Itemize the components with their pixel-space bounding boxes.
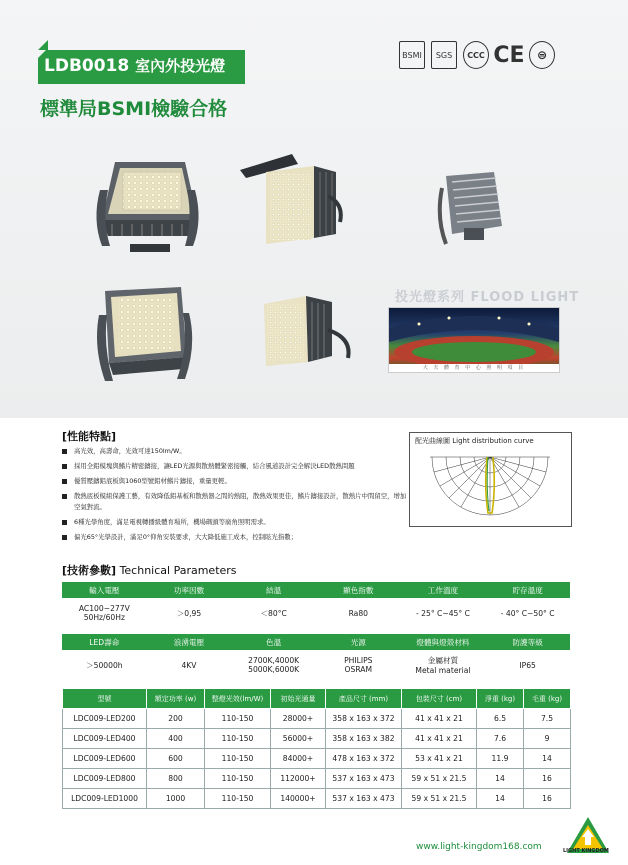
table-cell: 358 x 163 x 372 bbox=[326, 709, 402, 729]
table-header: 毛重 (kg) bbox=[524, 689, 571, 709]
table-cell: 110-150 bbox=[205, 789, 271, 809]
table-header: 結溫 bbox=[231, 582, 316, 598]
floodlight-image-5 bbox=[258, 290, 358, 370]
feature-item: 高光效，高壽命，光效可達150lm/W。 bbox=[62, 446, 407, 457]
table-header: 型號 bbox=[63, 689, 147, 709]
table-cell: 84000+ bbox=[271, 749, 326, 769]
table-row bbox=[63, 789, 571, 809]
table-cell: LDC009-LED800 bbox=[63, 769, 147, 789]
logo-text: LIGHT KINGDOM bbox=[563, 848, 609, 854]
table-cell: 110-150 bbox=[205, 729, 271, 749]
features-title: [性能特點] bbox=[62, 430, 117, 443]
floodlight-image-4 bbox=[95, 285, 195, 385]
feature-item: 散熱底板模組保護工藝，有效降低鋁基板和散熱器之間的熱阻，散熱效果更佳，鰭片鑄接設計，散熱片中間留空，增加空氣對流。 bbox=[62, 491, 407, 513]
table-cell: PHILIPS OSRAM bbox=[344, 656, 373, 674]
ccc-logo: CCC bbox=[463, 41, 489, 69]
table-header: LED壽命 bbox=[62, 634, 147, 650]
table-cell: 53 x 41 x 21 bbox=[402, 749, 477, 769]
table-cell: 110-150 bbox=[205, 749, 271, 769]
table-row bbox=[63, 709, 571, 729]
table-cell: LDC009-LED1000 bbox=[63, 789, 147, 809]
table-cell: 358 x 163 x 382 bbox=[326, 729, 402, 749]
table-cell: 41 x 41 x 21 bbox=[402, 729, 477, 749]
table-row bbox=[63, 769, 571, 789]
product-name: 室內外投光燈 bbox=[135, 57, 226, 75]
spec-table-2 bbox=[62, 634, 570, 680]
table-cell: LDC009-LED400 bbox=[63, 729, 147, 749]
light-distribution-curve bbox=[409, 432, 572, 527]
table-cell: 16 bbox=[524, 789, 571, 809]
table-header: 顯色指數 bbox=[316, 582, 401, 598]
table-row bbox=[63, 749, 571, 769]
table-cell: 110-150 bbox=[205, 709, 271, 729]
series-label: 投光燈系列 FLOOD LIGHT bbox=[395, 290, 580, 305]
bsmi-logo: BSMI bbox=[399, 41, 425, 69]
model-table bbox=[62, 688, 571, 809]
table-header: 浪湧電壓 bbox=[147, 634, 232, 650]
table-header: 燈體與燈殼材料 bbox=[401, 634, 486, 650]
table-cell: LDC009-LED200 bbox=[63, 709, 147, 729]
technical-title-en: Technical Parameters bbox=[119, 564, 237, 577]
table-header: 功率因數 bbox=[147, 582, 232, 598]
table-cell: 478 x 163 x 372 bbox=[326, 749, 402, 769]
table-header: 淨重 (kg) bbox=[477, 689, 524, 709]
features-list bbox=[62, 446, 407, 547]
globe-mark-icon: ⊜ bbox=[529, 41, 555, 69]
table-cell: AC100~277V 50Hz/60Hz bbox=[78, 604, 130, 622]
table-cell: 537 x 163 x 473 bbox=[326, 789, 402, 809]
spec-table-1 bbox=[62, 582, 570, 628]
table-header: 整燈光效(lm/W) bbox=[205, 689, 271, 709]
table-cell: 800 bbox=[147, 769, 205, 789]
table-cell: 28000+ bbox=[271, 709, 326, 729]
table-cell: LDC009-LED600 bbox=[63, 749, 147, 769]
ce-logo: CE bbox=[493, 42, 525, 68]
table-row bbox=[63, 729, 571, 749]
table-cell: 14 bbox=[477, 789, 524, 809]
table-cell: 200 bbox=[147, 709, 205, 729]
table-cell: Ra80 bbox=[348, 608, 369, 618]
product-title bbox=[44, 55, 225, 76]
table-header: 工作溫度 bbox=[401, 582, 486, 598]
table-header: 包裝尺寸 (cm) bbox=[402, 689, 477, 709]
table-cell: 2700K,4000K 5000K,6000K bbox=[248, 656, 300, 674]
table-cell: 41 x 41 x 21 bbox=[402, 709, 477, 729]
table-header: 產品尺寸 (mm) bbox=[326, 689, 402, 709]
table-header: 防護等級 bbox=[485, 634, 570, 650]
sgs-logo: SGS bbox=[431, 41, 457, 69]
model-code: LDB0018 bbox=[44, 56, 130, 76]
table-header: 額定功率 (w) bbox=[147, 689, 205, 709]
table-cell: 6.5 bbox=[477, 709, 524, 729]
feature-item: 優質壓鑄鋁底板與1060型號鋁材鰭片鑄接，重量更輕。 bbox=[62, 476, 407, 487]
table-cell: 14 bbox=[477, 769, 524, 789]
table-cell: 14 bbox=[524, 749, 571, 769]
floodlight-image-2 bbox=[236, 152, 346, 252]
floodlight-image-3 bbox=[436, 168, 511, 248]
table-cell: 7.6 bbox=[477, 729, 524, 749]
table-cell: ＞50000h bbox=[86, 660, 123, 670]
table-cell: 16 bbox=[524, 769, 571, 789]
table-cell: IP65 bbox=[519, 660, 536, 670]
table-cell: 11.9 bbox=[477, 749, 524, 769]
table-header: 初始光通量 bbox=[271, 689, 326, 709]
table-header: 輸入電壓 bbox=[62, 582, 147, 598]
certification-logos bbox=[399, 38, 571, 72]
table-cell: 600 bbox=[147, 749, 205, 769]
certification-subtitle: 標準局BSMI檢驗合格 bbox=[40, 98, 228, 120]
polar-diagram bbox=[410, 433, 571, 526]
table-cell: 59 x 51 x 21.5 bbox=[402, 769, 477, 789]
technical-title bbox=[62, 562, 237, 578]
table-cell: - 40° C~50° C bbox=[500, 608, 555, 618]
table-cell: 4KV bbox=[181, 660, 197, 670]
floodlight-image-1 bbox=[90, 150, 205, 260]
table-cell: 7.5 bbox=[524, 709, 571, 729]
table-header: 光源 bbox=[316, 634, 401, 650]
table-cell: 110-150 bbox=[205, 769, 271, 789]
feature-item: 偏光65°光學設計，滿足0°仰角安裝要求，大大降低施工成本，控制眩光指數； bbox=[62, 532, 407, 543]
table-cell: 112000+ bbox=[271, 769, 326, 789]
table-cell: ＜80°C bbox=[260, 608, 287, 618]
table-cell: 9 bbox=[524, 729, 571, 749]
table-cell: 59 x 51 x 21.5 bbox=[402, 789, 477, 809]
feature-item: 採用全鋁模塊與鰭片精密鑄接，讓LED光源與散熱體緊密接觸，結合風道設計完全解決LED散熱問題 bbox=[62, 461, 407, 472]
technical-title-cn: [技術參數] bbox=[62, 564, 117, 577]
curve-title: 配光曲線圖 Light distribution curve bbox=[415, 437, 534, 445]
table-cell: 1000 bbox=[147, 789, 205, 809]
table-cell: ＞0,95 bbox=[176, 608, 202, 618]
table-cell: - 25° C~45° C bbox=[416, 608, 470, 618]
table-header: 色溫 bbox=[231, 634, 316, 650]
table-cell: 56000+ bbox=[271, 729, 326, 749]
website-link[interactable]: www.light-kingdom168.com bbox=[416, 842, 542, 852]
stadium-illustration bbox=[389, 308, 559, 364]
table-cell: 金屬材質 Metal material bbox=[415, 656, 471, 675]
feature-item: 6種光學角度，滿足電視轉播級體育場所，機場碼頭等廣角照明需求。 bbox=[62, 517, 407, 528]
table-cell: 537 x 163 x 473 bbox=[326, 769, 402, 789]
table-cell: 400 bbox=[147, 729, 205, 749]
stadium-photo bbox=[388, 307, 560, 373]
photo-caption: 大 夫 體 育 中 心 照 明 項 目 bbox=[389, 364, 559, 373]
table-cell: 140000+ bbox=[271, 789, 326, 809]
table-header: 貯存溫度 bbox=[485, 582, 570, 598]
